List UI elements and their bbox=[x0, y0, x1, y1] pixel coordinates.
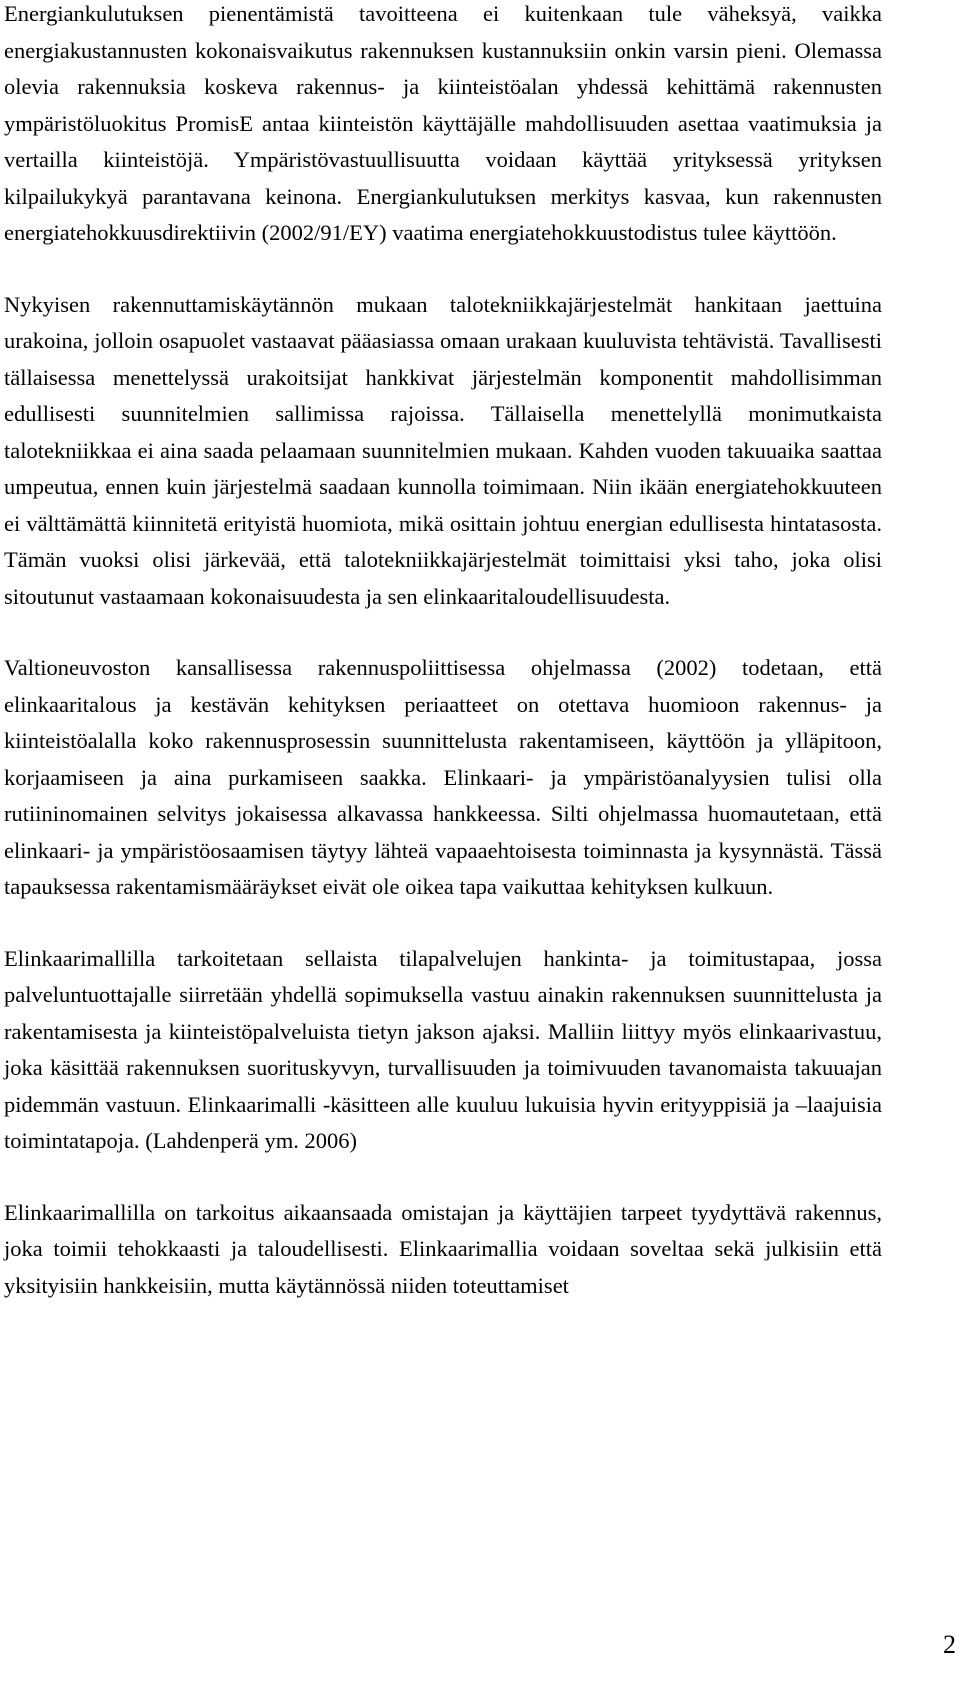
paragraph-energy-consumption: Energiankulutuksen pienentämistä tavoitteena ei kuitenkaan tule väheksyä, vaikka energiakustannusten kokonaisvaikutus rakennuksen kustannuksiin onkin varsin pieni. Olemassa olevia rakennuksia koskeva rakennus- ja kiinteistöalan yhdessä kehittämä rakennusten ympäristöluokitus PromisE antaa kiinteistön käyttäjälle mahdollisuuden asettaa vaatimuksia ja vertailla kiinteistöjä. Ympäristövastuullisuutta voidaan käyttää yrityksessä yrityksen kilpailukykyä parantavana keinona. Energiankulutuksen merkitys kasvaa, kun rakennusten energiatehokkuusdirektiivin (2002/91/EY) vaatima energiatehokkuustodistus tulee käyttöön. bbox=[4, 1, 882, 245]
document-body bbox=[4, 0, 882, 1339]
paragraph-national-building-policy: Valtioneuvoston kansallisessa rakennuspoliittisessa ohjelmassa (2002) todetaan, että elinkaaritalous ja kestävän kehityksen periaatteet on otettava huomioon rakennus- ja kiinteistöalalla koko rakennusprosessin suunnittelusta rakentamiseen, käyttöön ja ylläpitoon, korjaamiseen ja aina purkamiseen saakka. Elinkaari- ja ympäristöanalyysien tulisi olla rutiininomainen selvitys jokaisessa alkavassa hankkeessa. Silti ohjelmassa huomautetaan, että elinkaari- ja ympäristöosaamisen täytyy lähteä vapaaehtoisesta toiminnasta ja kysynnästä. Tässä tapauksessa rakentamismääräykset eivät ole oikea tapa vaikuttaa kehityksen kulkuun. bbox=[4, 655, 882, 899]
paragraph-lifecycle-model-definition: Elinkaarimallilla tarkoitetaan sellaista tilapalvelujen hankinta- ja toimitustapaa, jossa palveluntuottajalle siirretään yhdellä sopimuksella vastuu ainakin rakennuksen suunnittelusta ja rakentamisesta ja kiinteistöpalveluista tietyn jakson ajaksi. Malliin liittyy myös elinkaarivastuu, joka käsittää rakennuksen suorituskyvyn, turvallisuuden ja toimivuuden tavanomaista takuuajan pidemmän vastuun. Elinkaarimalli -käsitteen alle kuuluu lukuisia hyvin erityyppisiä ja –laajuisia toimintatapoja. (Lahdenperä ym. 2006) bbox=[4, 945, 882, 1153]
page-number: 2 bbox=[943, 1630, 956, 1659]
paragraph-building-services-procurement: Nykyisen rakennuttamiskäytännön mukaan talotekniikkajärjestelmät hankitaan jaettuina urakoina, jolloin osapuolet vastaavat pääasiassa omaan urakaan kuuluvista tehtävistä. Tavallisesti tällaisessa menettelyssä urakoitsijat hankkivat järjestelmän komponentit mahdollisimman edullisesti suunnitelmien sallimissa rajoissa. Tällaisella menettelyllä monimutkaista talotekniikkaa ei aina saada pelaamaan suunnitelmien mukaan. Kahden vuoden takuuaika saattaa umpeutua, ennen kuin järjestelmä saadaan kunnolla toimimaan. Niin ikään energiatehokkuuteen ei välttämättä kiinnitetä erityistä huomiota, mikä osittain johtuu energian edullisesta hintatasosta. Tämän vuoksi olisi järkevää, että talotekniikkajärjestelmät toimittaisi yksi taho, joka olisi sitoutunut vastaamaan kokonaisuudesta ja sen elinkaaritaloudellisuudesta. bbox=[4, 291, 882, 609]
paragraph-lifecycle-model-purpose: Elinkaarimallilla on tarkoitus aikaansaada omistajan ja käyttäjien tarpeet tyydyttävä rakennus, joka toimii tehokkaasti ja taloudellisesti. Elinkaarimallia voidaan soveltaa sekä julkisiin että yksityisiin hankkeisiin, mutta käytännössä niiden toteuttamiset bbox=[4, 1199, 882, 1298]
